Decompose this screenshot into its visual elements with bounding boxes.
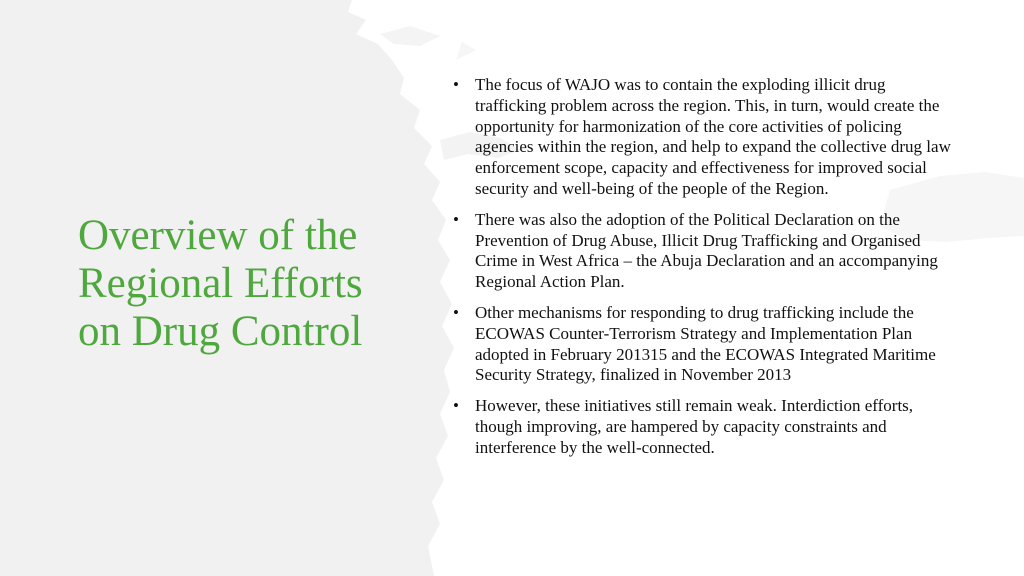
- bullet-text: The focus of WAJO was to contain the exploding illicit drug trafficking problem across the region. This, in turn, would create the opportunity for harmonization of the core activities of policing agencies within the region, and help to expand the collective drug law enforcement scope, capacity and effectiveness for improved social security and well-being of the people of the Region.: [475, 75, 951, 198]
- bullet-dot-icon: •: [453, 75, 459, 94]
- slide-title: [78, 212, 418, 356]
- title-line: on Drug Control: [78, 308, 363, 355]
- bullet-list: [453, 75, 953, 469]
- bullet-item: [453, 396, 953, 458]
- bullet-dot-icon: •: [453, 209, 459, 229]
- bullet-text: There was also the adoption of the Political Declaration on the Prevention of Drug Abuse, Illicit Drug Trafficking and Organised Crime in West Africa – the Abuja Declaration and an accompanying Regional Action Plan.: [475, 209, 938, 292]
- title-line: Overview of the: [78, 212, 358, 259]
- bullet-text: Other mechanisms for responding to drug trafficking include the ECOWAS Counter-Terrorism Strategy and Implementation Plan adopted in February 201315 and the ECOWAS Integrated Maritime Security Strategy, finalized in November 2013: [475, 302, 936, 385]
- bullet-text: However, these initiatives still remain weak. Interdiction efforts, though improving, are hampered by capacity constraints and interference by the well-connected.: [475, 396, 914, 457]
- bullet-item: [453, 75, 953, 200]
- bullet-item: [453, 303, 953, 386]
- bullet-dot-icon: •: [453, 396, 459, 416]
- bullet-item: [453, 210, 953, 293]
- title-line: Regional Efforts: [78, 260, 363, 307]
- bullet-dot-icon: •: [453, 302, 459, 322]
